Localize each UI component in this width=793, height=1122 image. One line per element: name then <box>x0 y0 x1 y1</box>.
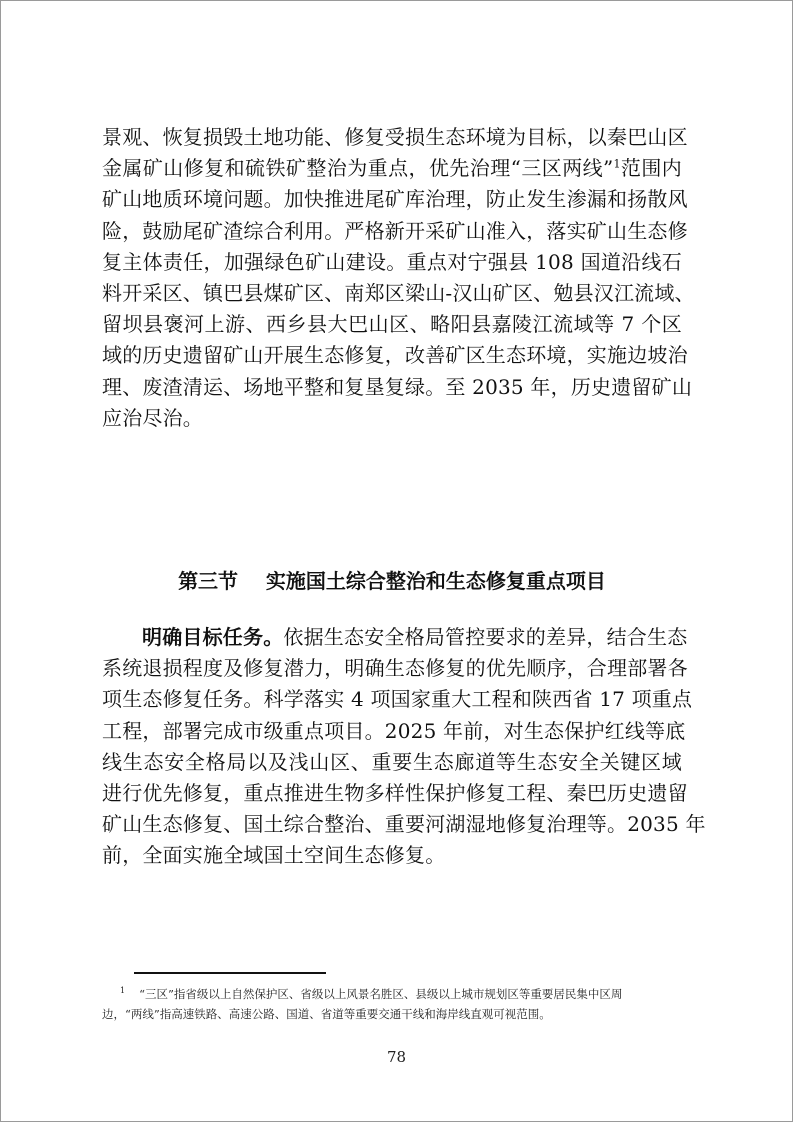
text-line: 项生态修复任务。科学落实 4 项国家重大工程和陕西省 17 项重点 <box>102 687 693 712</box>
text-run: 范围内 <box>620 156 682 181</box>
text-line <box>102 153 682 184</box>
text-line: 景观、恢复损毁土地功能、修复受损生态环境为目标，以秦巴山区 <box>102 125 688 149</box>
paragraph-target-tasks <box>102 622 706 872</box>
footnote-line <box>102 984 682 1004</box>
text-line: 应治尽治。 <box>102 405 203 430</box>
text-line: 前，全面实施全域国土空间生态修复。 <box>102 843 446 868</box>
text-line: 进行优先修复，重点推进生物多样性保护修复工程、秦巴历史遗留 <box>102 780 688 805</box>
text-line: 险，鼓励尾矿渣综合利用。严格新开采矿山准入，落实矿山生态修 <box>102 218 688 243</box>
text-line: 料开采区、镇巴县煤矿区、南郑区梁山-汉山矿区、勉县汉江流域、 <box>102 280 695 305</box>
text-line: 线生态安全格局以及浅山区、重要生态廊道等生态安全关键区域 <box>102 749 682 774</box>
text-line: 矿山生态修复、国土综合整治、重要河湖湿地修复治理等。2035 年 <box>102 812 706 837</box>
section-heading: 第三节 实施国土综合整治和生态修复重点项目 <box>178 569 606 593</box>
text-line <box>102 622 688 653</box>
footnote-separator <box>134 972 326 974</box>
text-line: 系统退损程度及修复潜力，明确生态修复的优先顺序，合理部署各 <box>102 656 688 681</box>
paragraph-mine-restoration <box>102 122 695 434</box>
text-line: 域的历史遗留矿山开展生态修复，改善矿区生态环境，实施边坡治 <box>102 343 688 368</box>
footnote-reference[interactable]: 1 <box>613 157 621 171</box>
page-number: 78 <box>386 1048 407 1066</box>
text-line: 矿山地质环境问题。加快推进尾矿库治理，防止发生渗漏和扬散风 <box>102 187 688 212</box>
text-line: 复主体责任，加强绿色矿山建设。重点对宁强县 108 国道沿线石 <box>102 249 682 274</box>
text-line: 工程，部署完成市级重点项目。2025 年前，对生态保护红线等底 <box>102 718 686 743</box>
footnote <box>102 984 682 1024</box>
text-line: 留坝县褒河上游、西乡县大巴山区、略阳县嘉陵江流域等 7 个区 <box>102 312 682 337</box>
lead-phrase: 明确目标任务。 <box>142 625 284 649</box>
footnote-line: 边，“两线”指高速铁路、高速公路、国道、省道等重要交通干线和海岸线直观可视范围。 <box>102 1007 551 1021</box>
footnote-text: “三区”指省级以上自然保护区、省级以上风景名胜区、县级以上城市规划区等重要居民集中区周 <box>139 987 623 1001</box>
footnote-mark: 1 <box>120 986 126 996</box>
text-run: 金属矿山修复和硫铁矿整治为重点，优先治理“三区两线” <box>102 156 614 181</box>
text-run: 依据生态安全格局管控要求的差异，结合生态 <box>283 625 688 649</box>
text-line: 理、废渣清运、场地平整和复垦复绿。至 2035 年，历史遗留矿山 <box>102 374 693 399</box>
